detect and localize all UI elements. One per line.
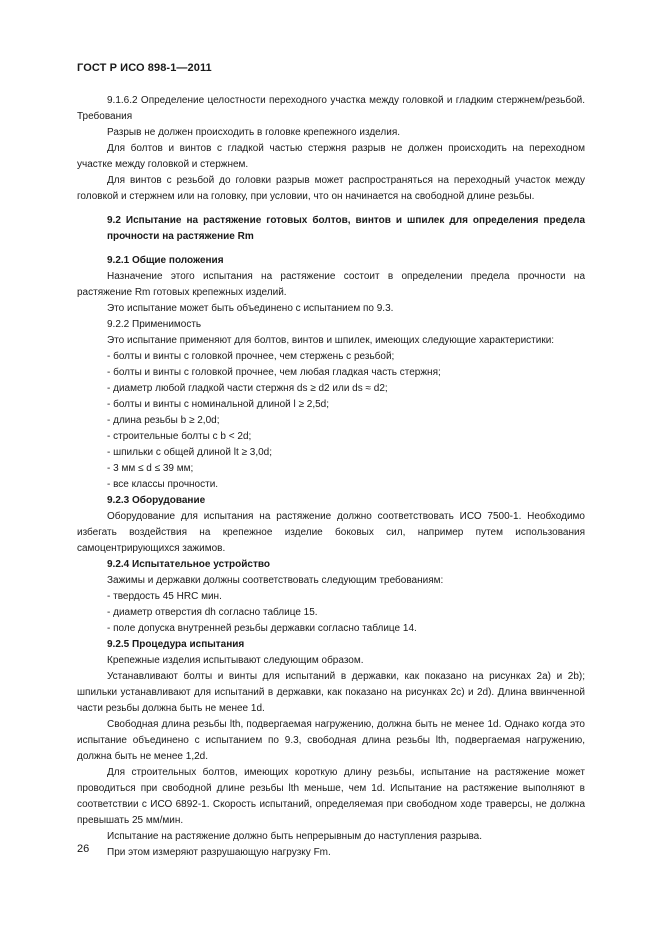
paragraph: Для винтов с резьбой до головки разрыв может распространяться на переходный участок между головкой и стержнем или на головку, при условии, что он начинается на свободной длине резьбы. bbox=[77, 175, 585, 202]
paragraph: Оборудование для испытания на растяжение должно соответствовать ИСО 7500-1. Необходимо избегать воздействия на крепежное изделие боковых сил, например путем использования самоцентрирующихся зажимов. bbox=[77, 511, 585, 554]
paragraph: Это испытание может быть объединено с испытанием по 9.3. bbox=[107, 303, 394, 314]
paragraph: Крепежные изделия испытывают следующим образом. bbox=[107, 655, 364, 666]
list-item: - болты и винты с головкой прочнее, чем любая гладкая часть стержня; bbox=[107, 367, 441, 378]
list-item: - диаметр отверстия dh согласно таблице 15. bbox=[107, 607, 318, 618]
subsection-heading-9-2-2: 9.2.2 Применимость bbox=[107, 319, 202, 330]
paragraph: При этом измеряют разрушающую нагрузку Fm. bbox=[107, 847, 331, 858]
paragraph: Разрыв не должен происходить в головке крепежного изделия. bbox=[107, 127, 401, 138]
document-body bbox=[77, 93, 585, 861]
subsection-heading-9-2-3: 9.2.3 Оборудование bbox=[107, 495, 206, 506]
paragraph: Это испытание применяют для болтов, винтов и шпилек, имеющих следующие характеристики: bbox=[107, 335, 555, 346]
section-heading-9-2: 9.2 Испытание на растяжение готовых болтов, винтов и шпилек для определения предела прочности на растяжение Rm bbox=[107, 215, 585, 242]
paragraph: Для строительных болтов, имеющих короткую длину резьбы, испытание на растяжение может проводиться при свободной длине резьбы lth меньше, чем 1d. Испытание на растяжение выполняют в соответствии с ИСО 6892-1. Скорость испытаний, определяемая при свободном ходе траверсы, не должна превышать 25 мм/мин. bbox=[77, 767, 585, 826]
paragraph: Зажимы и державки должны соответствовать следующим требованиям: bbox=[107, 575, 444, 586]
paragraph: Испытание на растяжение должно быть непрерывным до наступления разрыва. bbox=[107, 831, 482, 842]
paragraph: Для болтов и винтов с гладкой частью стержня разрыв не должен происходить на переходном участке между головкой и стержнем. bbox=[77, 143, 585, 170]
subsection-heading-9-2-4: 9.2.4 Испытательное устройство bbox=[107, 559, 270, 570]
paragraph: Устанавливают болты и винты для испытаний в державки, как показано на рисунках 2а) и 2b); шпильки устанавливают для испытаний в державки, как показано на рисунках 2с) и 2d). Длина ввинченной части резьбы должна быть не менее 1d. bbox=[77, 671, 585, 714]
list-item: - строительные болты с b < 2d; bbox=[107, 431, 252, 442]
list-item: - все классы прочности. bbox=[107, 479, 219, 490]
list-item: - длина резьбы b ≥ 2,0d; bbox=[107, 415, 220, 426]
list-item: - 3 мм ≤ d ≤ 39 мм; bbox=[107, 463, 194, 474]
subsection-heading-9-2-5: 9.2.5 Процедура испытания bbox=[107, 639, 245, 650]
list-item: - диаметр любой гладкой части стержня ds ≥ d2 или ds ≈ d2; bbox=[107, 383, 388, 394]
document-header: ГОСТ Р ИСО 898-1—2011 bbox=[77, 62, 212, 74]
list-item: - твердость 45 HRC мин. bbox=[107, 591, 222, 602]
paragraph: Свободная длина резьбы lth, подвергаемая нагружению, должна быть не менее 1d. Однако когда это испытание объединено с испытанием по 9.3, свободная длина резьбы lth, подвергаемая нагружению, должна быть не менее 1,2d. bbox=[77, 719, 585, 762]
list-item: - болты и винты с головкой прочнее, чем стержень с резьбой; bbox=[107, 351, 395, 362]
paragraph: 9.1.6.2 Определение целостности переходного участка между головкой и гладким стержнем/резьбой. Требования bbox=[77, 95, 585, 122]
list-item: - шпильки с общей длиной lt ≥ 3,0d; bbox=[107, 447, 273, 458]
list-item: - поле допуска внутренней резьбы державки согласно таблице 14. bbox=[107, 623, 417, 634]
subsection-heading-9-2-1: 9.2.1 Общие положения bbox=[107, 255, 224, 266]
list-item: - болты и винты с номинальной длиной l ≥ 2,5d; bbox=[107, 399, 330, 410]
page-number: 26 bbox=[77, 843, 90, 855]
paragraph: Назначение этого испытания на растяжение состоит в определении предела прочности на растяжение Rm готовых крепежных изделий. bbox=[77, 271, 585, 298]
